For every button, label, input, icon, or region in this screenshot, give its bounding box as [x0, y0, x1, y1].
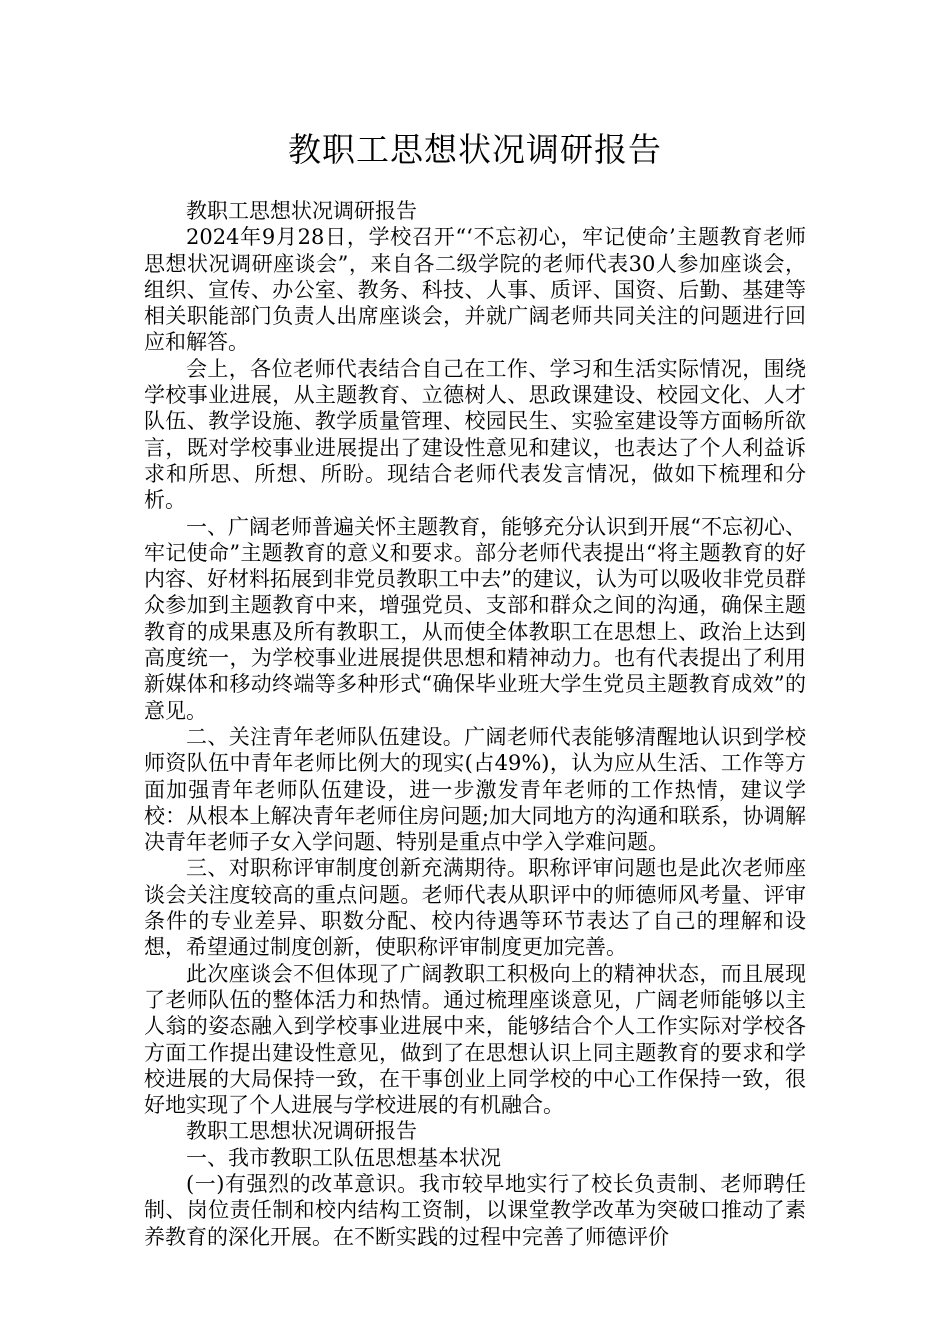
- paragraph: 三、对职称评审制度创新充满期待。职称评审问题也是此次老师座谈会关注度较高的重点问题。老师代表从职评中的师德师风考量、评审条件的专业差异、职数分配、校内待遇等环节表达了自己的理解和设想，希望通过制度创新，使职称评审制度更加完善。: [144, 856, 806, 960]
- paragraph: 会上，各位老师代表结合自己在工作、学习和生活实际情况，围绕学校事业进展，从主题教育、立德树人、思政课建设、校园文化、人才队伍、教学设施、教学质量管理、校园民生、实验室建设等方面畅所欲言，既对学校事业进展提出了建设性意见和建议，也表达了个人利益诉求和所思、所想、所盼。现结合老师代表发言情况，做如下梳理和分析。: [144, 356, 806, 513]
- section-heading: 一、我市教职工队伍思想基本状况: [186, 1145, 501, 1170]
- document-body: [144, 198, 806, 1250]
- section-heading: 教职工思想状况调研报告: [186, 1119, 417, 1144]
- document-title: 教职工思想状况调研报告: [288, 130, 662, 169]
- paragraph: 2024年9月28日，学校召开“‘不忘初心，牢记使命’主题教育老师思想状况调研座谈会”，来自各二级学院的老师代表30人参加座谈会，组织、宣传、办公室、教务、科技、人事、质评、国资、后勤、基建等相关职能部门负责人出席座谈会，并就广阔老师共同关注的问题进行回应和解答。: [144, 225, 806, 355]
- paragraph: 二、关注青年老师队伍建设。广阔老师代表能够清醒地认识到学校师资队伍中青年老师比例大的现实(占49%)，认为应从生活、工作等方面加强青年老师队伍建设，进一步激发青年老师的工作热情，建议学校：从根本上解决青年老师住房问题;加大同地方的沟通和联系，协调解决青年老师子女入学问题、特别是重点中学入学难问题。: [144, 724, 806, 855]
- paragraph: (一)有强烈的改革意识。我市较早地实行了校长负责制、老师聘任制、岗位责任制和校内结构工资制，以课堂教学改革为突破口推动了素养教育的深化开展。在不断实践的过程中完善了师德评价: [144, 1171, 806, 1249]
- paragraph: 此次座谈会不但体现了广阔教职工积极向上的精神状态，而且展现了老师队伍的整体活力和热情。通过梳理座谈意见，广阔老师能够以主人翁的姿态融入到学校事业进展中来，能够结合个人工作实际对学校各方面工作提出建设性意见，做到了在思想认识上同主题教育的要求和学校进展的大局保持一致，在干事创业上同学校的中心工作保持一致，很好地实现了个人进展与学校进展的有机融合。: [144, 961, 806, 1118]
- paragraph: 教职工思想状况调研报告: [186, 199, 417, 223]
- paragraph: 一、广阔老师普遍关怀主题教育，能够充分认识到开展“不忘初心、牢记使命”主题教育的意义和要求。部分老师代表提出“将主题教育的好内容、好材料拓展到非党员教职工中去”的建议，认为可以吸收非党员群众参加到主题教育中来，增强党员、支部和群众之间的沟通，确保主题教育的成果惠及所有教职工，从而使全体教职工在思想上、政治上达到高度统一，为学校事业进展提供思想和精神动力。也有代表提出了利用新媒体和移动终端等多种形式“确保毕业班大学生党员主题教育成效”的意见。: [144, 514, 806, 723]
